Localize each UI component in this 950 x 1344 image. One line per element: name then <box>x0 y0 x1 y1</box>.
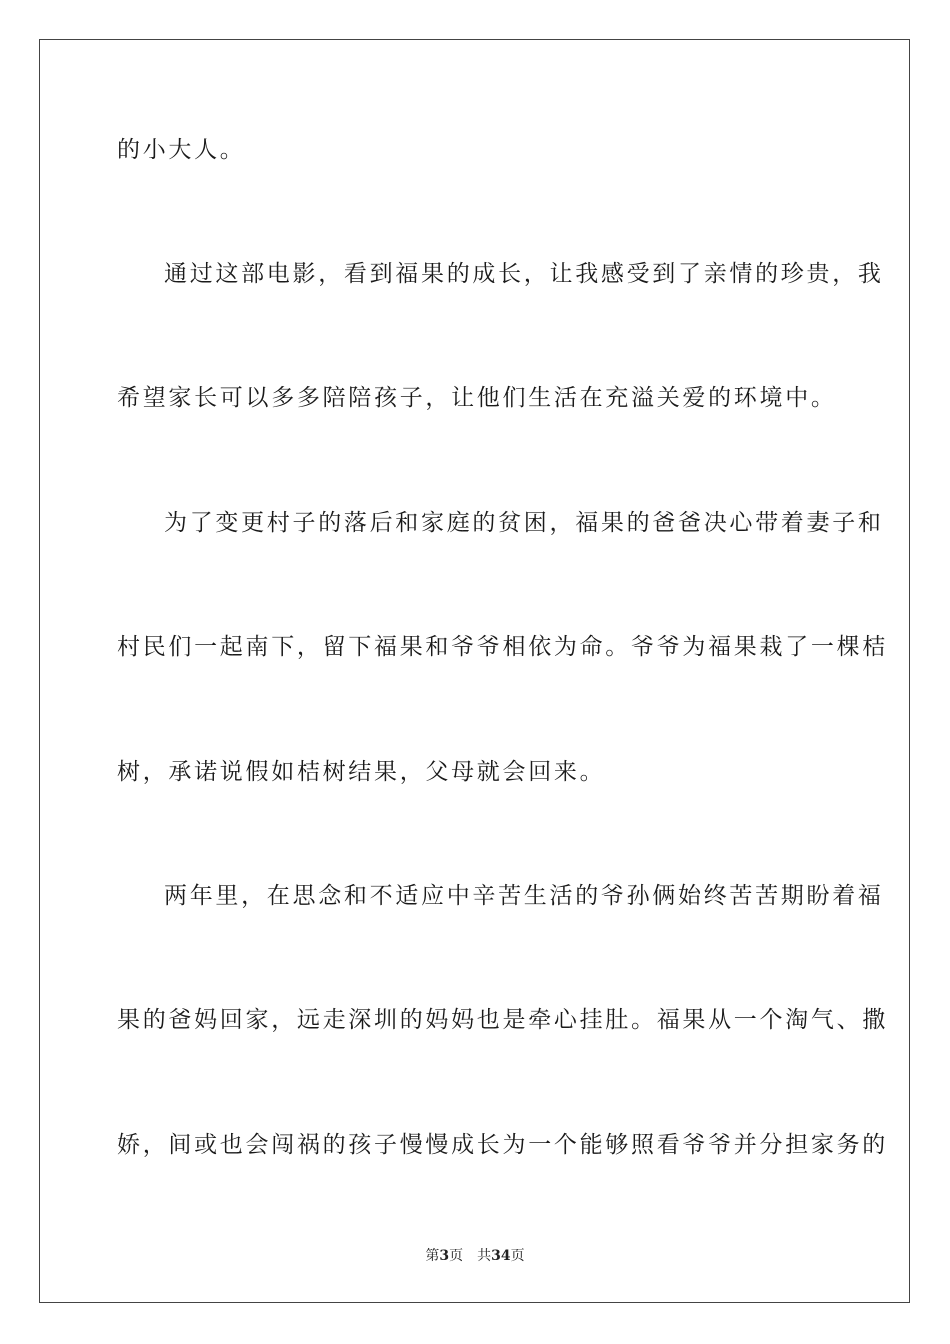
page-number: 3 <box>439 1248 450 1264</box>
total-pages: 34 <box>491 1248 511 1264</box>
text-line-7: 两年里，在思念和不适应中辛苦生活的爷孙俩始终苦苦期盼着福 <box>164 883 884 909</box>
page-border <box>39 39 910 1303</box>
text-line-2: 通过这部电影，看到福果的成长，让我感受到了亲情的珍贵，我 <box>164 261 884 287</box>
text-line-9: 娇，间或也会闯祸的孩子慢慢成长为一个能够照看爷爷并分担家务的 <box>117 1132 888 1158</box>
text-line-1: 的小大人。 <box>117 137 246 163</box>
page-footer <box>0 1247 950 1265</box>
text-line-5: 村民们一起南下，留下福果和爷爷相依为命。爷爷为福果栽了一棵桔 <box>117 634 888 660</box>
total-prefix: 共 <box>477 1248 492 1264</box>
text-line-8: 果的爸妈回家，远走深圳的妈妈也是牵心挂肚。福果从一个淘气、撒 <box>117 1007 888 1033</box>
text-line-3: 希望家长可以多多陪陪孩子，让他们生活在充溢关爱的环境中。 <box>117 385 837 411</box>
page-suffix: 页 <box>449 1248 464 1264</box>
page-prefix: 第 <box>425 1248 440 1264</box>
text-line-4: 为了变更村子的落后和家庭的贫困，福果的爸爸决心带着妻子和 <box>164 510 884 536</box>
total-suffix: 页 <box>510 1248 525 1264</box>
text-line-6: 树，承诺说假如桔树结果，父母就会回来。 <box>117 759 606 785</box>
